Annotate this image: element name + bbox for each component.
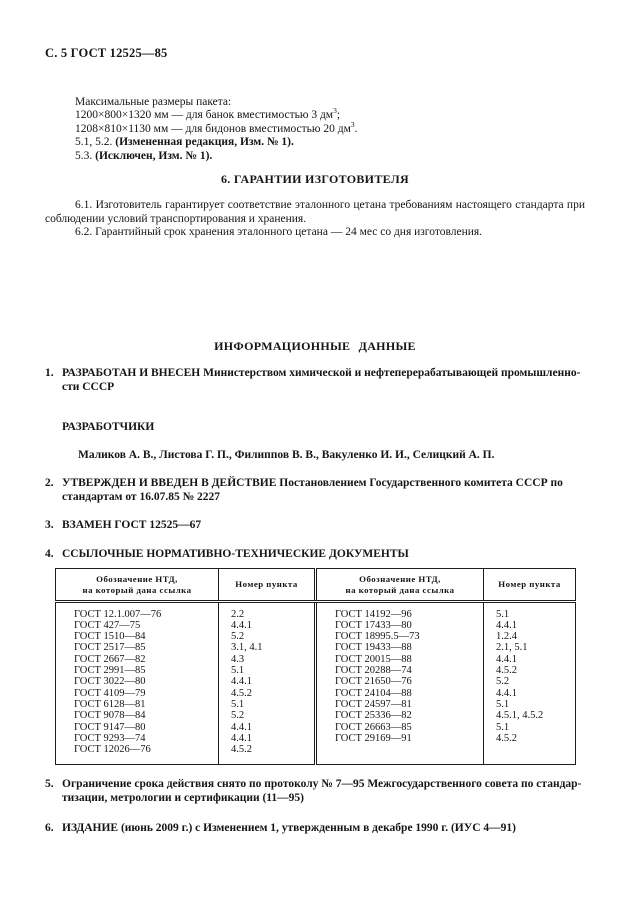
ntd-designation-left-cell: ГОСТ 12.1.007—76 [74,608,162,620]
item-5-number: 5. [45,778,54,791]
developers-names: Маликов А. В., Листова Г. П., Филиппов В. В., Вакуленко И. И., Селицкий А. П. [78,448,495,461]
ntd-designation-right-cell [316,744,484,765]
ntd-designation-left-cell: ГОСТ 9078—84 [74,710,146,722]
ntd-designation-right-cell: ГОСТ 14192—96 [316,601,484,620]
info-item-1 [45,366,585,394]
item-1-number: 1. [45,366,54,379]
ntd-designation-right-cell: ГОСТ 18995.5—73 [316,631,484,642]
superscript-3: 3 [333,106,337,116]
developers-heading: РАЗРАБОТЧИКИ [62,420,155,433]
ntd-designation-left-cell: ГОСТ 4109—79 [74,687,146,699]
clause-number-left-cell: 2.2 [219,601,316,620]
clause-number-left-cell: 5.2 [219,631,316,642]
clause-number-left-cell: 4.5.2 [219,688,316,699]
item-2-line-1: УТВЕРЖДЕН И ВВЕДЕН В ДЕЙСТВИЕ Постановлением Государственного комитета СССР по [62,476,563,489]
clause-number-left-cell: 4.5.2 [219,744,316,765]
item-4-text: ССЫЛОЧНЫЕ НОРМАТИВНО-ТЕХНИЧЕСКИЕ ДОКУМЕНТЫ [62,547,409,560]
package-sizes-block [75,96,585,163]
col-header-num-left: Номер пункта [219,568,316,601]
package-sizes-intro: Максимальные размеры пакета: [75,96,232,108]
item-6-number: 6. [45,822,54,835]
item-1-line-2: сти СССР [62,380,115,393]
item-1-text [62,366,585,394]
clause-number-right-cell: 4.4.1 [484,654,576,665]
ntd-designation-right-cell: ГОСТ 26663—85 [316,722,484,733]
clause-number-left-cell: 5.2 [219,710,316,721]
table-header-row [56,568,576,601]
clause-number-right-cell: 4.5.2 [484,733,576,744]
info-item-6 [45,821,585,835]
ntd-designation-right-cell: ГОСТ 19433—88 [316,642,484,653]
info-item-5 [45,777,585,805]
col-header-ntd-right [316,568,484,601]
package-size-2 [75,119,585,136]
superscript-3: 3 [350,119,355,129]
clause-number-left-cell: 4.4.1 [219,676,316,687]
item-5-line-2: тизации, метрологии и сертификации (11—95) [62,792,304,805]
ntd-designation-right-cell: ГОСТ 20288—74 [316,665,484,676]
col-header-ntd-left-line1: Обозначение НТД, [96,573,178,584]
clause-number-left-cell: 4.4.1 [219,722,316,733]
ntd-designation-right-cell: ГОСТ 25336—82 [316,710,484,721]
clause-number-left-cell: 5.1 [219,665,316,676]
amendment-note-1 [75,136,585,149]
ntd-table-row [56,710,576,721]
col-header-ntd-left-line2: на который дана ссылка [82,584,192,595]
amendment-1-clauses: 5.1, 5.2. [75,136,116,149]
col-header-ntd-right-line2: на который дана ссылка [345,584,455,595]
clause-number-right-cell [484,744,576,765]
item-2-text [62,476,585,504]
clause-number-right-cell: 4.4.1 [484,620,576,631]
clause-number-right-cell: 5.2 [484,676,576,687]
ntd-designation-left-cell: ГОСТ 3022—80 [74,676,146,688]
clause-number-right-cell: 5.1 [484,699,576,710]
col-header-ntd-left [56,568,219,601]
ntd-designation-left-cell: ГОСТ 12026—76 [74,744,151,756]
clause-number-right-cell: 4.5.1, 4.5.2 [484,710,576,721]
ntd-table-row [56,601,576,620]
item-3-text: ВЗАМЕН ГОСТ 12525—67 [62,518,202,531]
package-size-1-text: 1200×800×1320 мм — для банок вместимостью 3 дм [75,109,334,122]
item-2-number: 2. [45,476,54,489]
item-3-number: 3. [45,518,54,531]
ntd-table-row [56,620,576,631]
ntd-designation-left-cell: ГОСТ 2991—85 [74,665,146,677]
clause-number-left-cell: 5.1 [219,699,316,710]
clause-number-left-cell: 4.3 [219,654,316,665]
ntd-table-header [56,568,576,601]
clause-number-right-cell: 5.1 [484,722,576,733]
blank-gap [45,240,585,339]
ntd-table-row [56,654,576,665]
ntd-table-row [56,631,576,642]
ntd-designation-left-cell: ГОСТ 9293—74 [74,732,146,744]
amendment-2-text: (Исключен, Изм. № 1). [95,149,213,162]
ntd-reference-table [55,568,576,766]
info-data-heading: ИНФОРМАЦИОННЫЕ ДАННЫЕ [214,338,416,353]
clause-number-left-cell: 4.4.1 [219,620,316,631]
ntd-table-row [56,744,576,765]
ntd-designation-right-cell: ГОСТ 29169—91 [316,733,484,744]
clause-6-1: 6.1. Изготовитель гарантирует соответствие эталонного цетана требованиям настоящего стандарта при соблюдении условий транспортирования и хранения. [45,199,585,225]
ntd-table-row [56,733,576,744]
ntd-designation-left-cell: ГОСТ 9147—80 [74,721,146,733]
item-6-text: ИЗДАНИЕ (июнь 2009 г.) с Изменением 1, утвержденным в декабре 1990 г. (ИУС 4—91) [62,822,516,835]
ntd-table-row [56,665,576,676]
ntd-table-body [56,601,576,765]
clause-number-right-cell: 1.2.4 [484,631,576,642]
info-item-4 [45,547,585,561]
ntd-designation-right-cell: ГОСТ 17433—80 [316,620,484,631]
ntd-designation-left-cell: ГОСТ 2667—82 [74,653,146,665]
item-1-line-1: РАЗРАБОТАН И ВНЕСЕН Министерством химической и нефтеперерабатывающей промышленно- [62,366,581,379]
col-header-num-right: Номер пункта [484,568,576,601]
item-4-number: 4. [45,547,54,560]
clause-6-2: 6.2. Гарантийный срок хранения эталонного цетана — 24 мес со дня изготовления. [75,226,483,239]
item-2-line-2: стандартам от 16.07.85 № 2227 [62,490,221,503]
ntd-table-row [56,722,576,733]
info-item-2 [45,476,585,504]
ntd-table-row [56,642,576,653]
section-6-heading: 6. ГАРАНТИИ ИЗГОТОВИТЕЛЯ [221,172,409,187]
col-header-ntd-right-line1: Обозначение НТД, [359,573,441,584]
info-item-3 [45,518,585,532]
ntd-table-row [56,676,576,687]
clause-number-right-cell: 2.1, 5.1 [484,642,576,653]
ntd-designation-left-cell: ГОСТ 427—75 [74,619,141,631]
ntd-designation-left-cell: ГОСТ 1510—84 [74,631,146,643]
ntd-designation-right-cell: ГОСТ 20015—88 [316,654,484,665]
ntd-designation-right-cell: ГОСТ 24597—81 [316,699,484,710]
package-size-1-end: ; [336,109,341,122]
page-header: С. 5 ГОСТ 12525—85 [45,46,168,60]
clause-number-left-cell: 4.4.1 [219,733,316,744]
item-5-line-1: Ограничение срока действия снято по протоколу № 7—95 Межгосударственного совета по стандар- [62,778,582,791]
amendment-1-text: (Измененная редакция, Изм. № 1). [115,136,294,149]
ntd-table-row [56,699,576,710]
clause-number-left-cell: 3.1, 4.1 [219,642,316,653]
item-5-text [62,777,585,805]
clause-number-right-cell: 5.1 [484,601,576,620]
clause-number-right-cell: 4.4.1 [484,688,576,699]
ntd-designation-left-cell: ГОСТ 6128—81 [74,698,146,710]
ntd-designation-right-cell: ГОСТ 24104—88 [316,688,484,699]
amendment-note-2 [75,150,585,163]
ntd-designation-left-cell: ГОСТ 2517—85 [74,642,146,654]
clause-number-right-cell: 4.5.2 [484,665,576,676]
ntd-designation-right-cell: ГОСТ 21650—76 [316,676,484,687]
package-size-2-end: . [354,122,358,135]
amendment-2-clauses: 5.3. [75,149,96,162]
package-size-2-text: 1208×810×1130 мм — для бидонов вместимостью 20 дм [75,122,351,135]
ntd-table-row [56,688,576,699]
package-size-1 [75,106,585,122]
